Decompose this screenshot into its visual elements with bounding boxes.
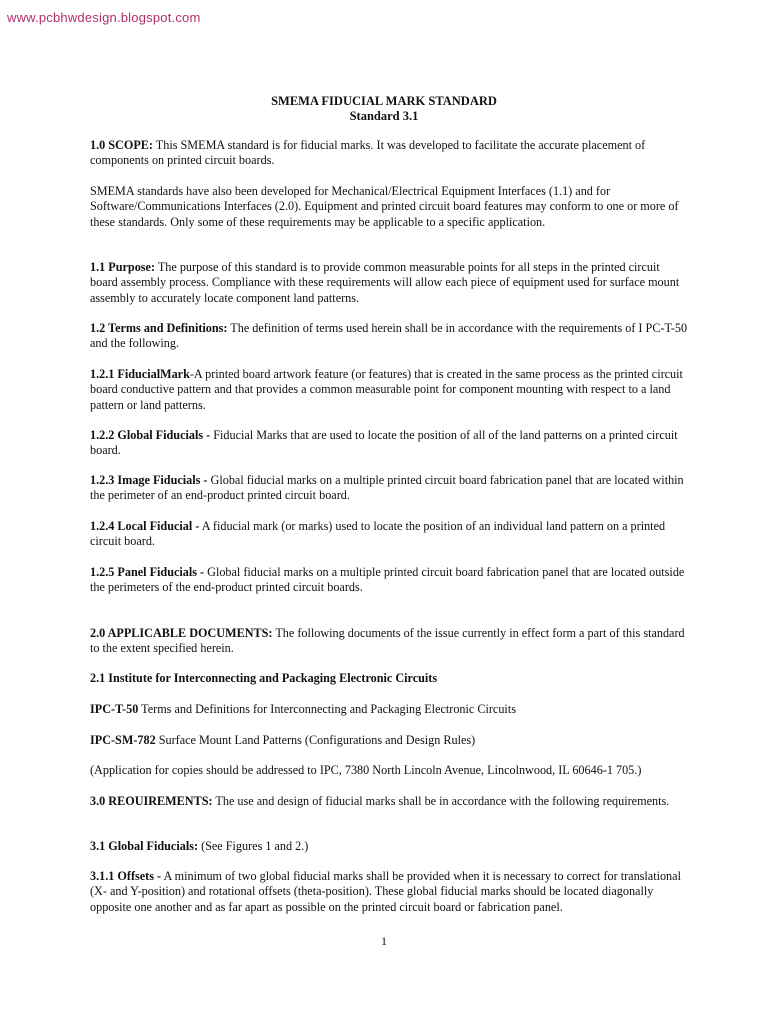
paragraph-scope: 1.0 SCOPE: This SMEMA standard is for fiducial marks. It was developed to facilitate the accurate placement of components on printed circuit boards. <box>90 138 646 168</box>
document-title: SMEMA FIDUCIAL MARK STANDARD <box>271 94 497 108</box>
paragraph-local-fiducial: 1.2.4 Local Fiducial - A fiducial mark (or marks) used to locate the position of an individual land pattern on a printed circuit board. <box>90 519 666 549</box>
paragraph-ipc-sm-782: IPC-SM-782 Surface Mount Land Patterns (Configurations and Design Rules) <box>90 733 476 747</box>
paragraph-other-standards: SMEMA standards have also been developed for Mechanical/Electrical Equipment Interfaces (1.1) and for Software/Communications Interfaces (2.0). Equipment and printed circuit board features may conform to one or more of these standards. Only some of these requirements may be applicable to a specific application. <box>90 184 679 229</box>
paragraph-image-fiducials: 1.2.3 Image Fiducials - Global fiducial marks on a multiple printed circuit board fabrication panel that are located within the perimeter of an end-product printed circuit board. <box>90 473 684 503</box>
blog-watermark: www.pcbhwdesign.blogspot.com <box>7 10 201 25</box>
paragraph-global-fiducials: 1.2.2 Global Fiducials - Fiducial Marks that are used to locate the position of all of the land patterns on a printed circuit board. <box>90 428 678 458</box>
paragraph-fiducial-mark: 1.2.1 FiducialMark-A printed board artwork feature (or features) that is created in the same process as the printed circuit board conductive pattern and that provides a common measurable point for component mounting with respect to a land pattern or land patterns. <box>90 367 683 412</box>
page-number: 1 <box>381 934 387 948</box>
paragraph-purpose: 1.1 Purpose: The purpose of this standard is to provide common measurable points for all steps in the printed circuit board assembly process. Compliance with these requirements will allow each piece of equipment used for surface mount assembly to accurately locate component land patterns. <box>90 260 680 305</box>
paragraph-ipc-t-50: IPC-T-50 Terms and Definitions for Interconnecting and Packaging Electronic Circuits <box>90 702 516 716</box>
paragraph-application-copies: (Application for copies should be addressed to IPC, 7380 North Lincoln Avenue, Lincolnwood, IL 60646-1 705.) <box>90 763 642 777</box>
paragraph-offsets: 3.1.1 Offsets - A minimum of two global fiducial marks shall be provided when it is necessary to correct for translational (X- and Y-position) and rotational offsets (theta-position). These global fiducial marks should be located diagonally opposite one another and as far apart as possible on the printed circuit board or fabrication panel. <box>90 869 681 914</box>
paragraph-panel-fiducials: 1.2.5 Panel Fiducials - Global fiducial marks on a multiple printed circuit board fabrication panel that are located outside the perimeters of the end-product printed circuit boards. <box>90 565 685 595</box>
paragraph-requirements: 3.0 REOUIREMENTS: The use and design of fiducial marks shall be in accordance with the following requirements. <box>90 794 670 808</box>
paragraph-applicable-documents: 2.0 APPLICABLE DOCUMENTS: The following documents of the issue currently in effect form a part of this standard to the extent specified herein. <box>90 626 685 656</box>
paragraph-global-fiducials-section: 3.1 Global Fiducials: (See Figures 1 and 2.) <box>90 839 309 853</box>
paragraph-ipc-institute: 2.1 Institute for Interconnecting and Packaging Electronic Circuits <box>90 671 438 685</box>
paragraph-terms: 1.2 Terms and Definitions: The definition of terms used herein shall be in accordance with the requirements of I PC-T-50 and the following. <box>90 321 688 351</box>
document-subtitle: Standard 3.1 <box>349 109 419 123</box>
